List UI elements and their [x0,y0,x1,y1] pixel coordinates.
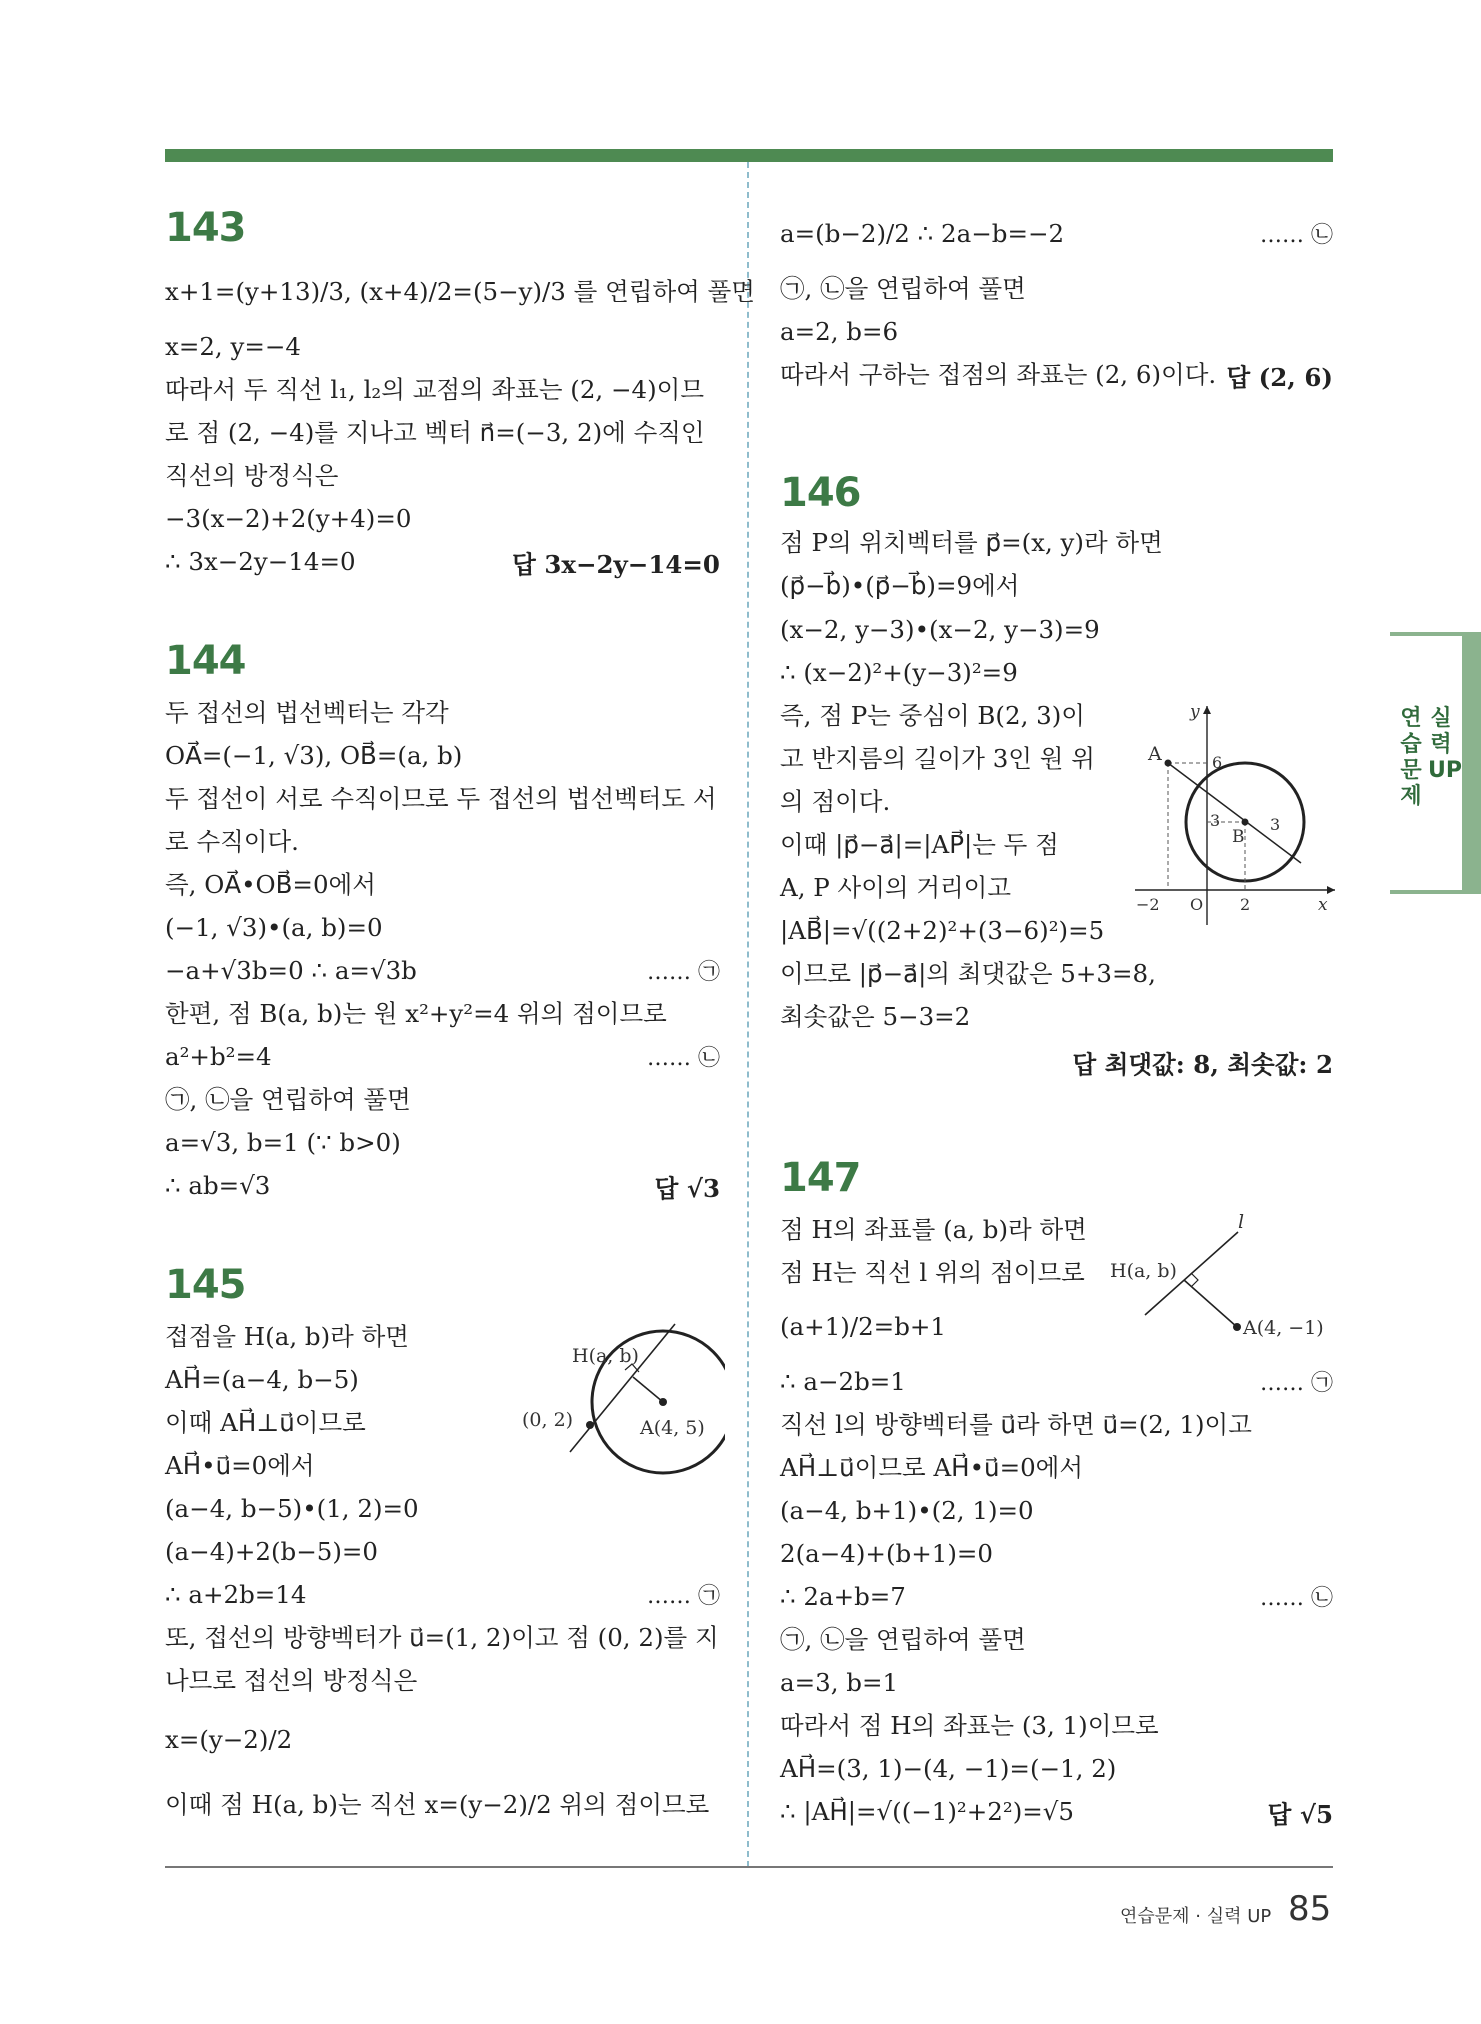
p145-line: (a−4, b−5)•(1, 2)=0 [165,1494,419,1523]
p145cont-mark: …… ㉡ [1260,223,1333,248]
p144-line: (−1, √3)•(a, b)=0 [165,913,383,942]
p143-line: ∴ 3x−2y−14=0 [165,547,356,576]
problem-number-143: 143 [165,205,246,251]
p147-line: ∴ |AH⃗|=√((−1)²+2²)=√5 [780,1797,1074,1826]
p147-figure [1110,1210,1335,1345]
p146-figure [1130,700,1340,930]
page-number: 85 [1288,1889,1332,1929]
side-tab-text-2: 실력UP [1428,706,1462,783]
p147-line: (a+1)/2=b+1 [780,1312,947,1341]
p146-line: 의 점이다. [780,787,891,816]
p145-label-a: A(4, 5) [640,1417,705,1439]
p146-line: (p⃗−b⃗)•(p⃗−b⃗)=9에서 [780,571,1020,600]
left-column [165,0,755,1866]
p147-line: AH⃗⊥u⃗이므로 AH⃗•u⃗=0에서 [780,1453,1084,1482]
problem-number-145: 145 [165,1262,246,1308]
p144-line: a=√3, b=1 (∵ b>0) [165,1128,401,1157]
p145cont-line: ㉠, ㉡을 연립하여 풀면 [780,274,1026,303]
bottom-rule [165,1866,1333,1868]
p144-line: OA⃗=(−1, √3), OB⃗=(a, b) [165,741,463,770]
p145-line: x=(y−2)/2 [165,1725,293,1754]
p147-line: AH⃗=(3, 1)−(4, −1)=(−1, 2) [780,1754,1117,1783]
p146-line: |AB⃗|=√((2+2)²+(3−6)²)=5 [780,916,1105,945]
p146-label-3-left: 3 [1210,811,1221,830]
footer-label: 연습문제 · 실력 UP [1120,1906,1272,1927]
p147-mark: …… ㉠ [1260,1371,1333,1396]
p147-line: 2(a−4)+(b+1)=0 [780,1539,993,1568]
p147-line: 따라서 점 H의 좌표는 (3, 1)이므로 [780,1711,1159,1740]
p145-mark: …… ㉠ [647,1584,720,1609]
p146-line: A, P 사이의 거리이고 [780,873,1011,902]
p146-label-2: 2 [1240,895,1251,914]
p146-point-b [1242,819,1249,826]
p147-line: ㉠, ㉡을 연립하여 풀면 [780,1625,1026,1654]
p146-label-b: B [1232,827,1245,847]
p147-perpendicular [1184,1280,1237,1327]
side-tab [1390,632,1481,894]
p145-point-02 [586,1421,594,1429]
p145-line: ∴ a+2b=14 [165,1580,307,1609]
p147-line: (a−4, b+1)•(2, 1)=0 [780,1496,1034,1525]
p144-line: 두 접선이 서로 수직이므로 두 접선의 법선벡터도 서 [165,784,717,813]
p146-label-3-radius: 3 [1270,815,1281,834]
p145-line: AH⃗=(a−4, b−5) [165,1365,359,1394]
p146-label-a: A [1148,743,1162,765]
p147-answer: 답 √5 [1267,1800,1333,1829]
p145-line: 접점을 H(a, b)라 하면 [165,1322,409,1351]
p146-line: 고 반지름의 길이가 3인 원 위 [780,744,1095,773]
p146-label-neg2: −2 [1136,895,1160,914]
p147-label-h: H(a, b) [1110,1260,1177,1282]
p143-line: 직선의 방정식은 [165,461,339,490]
p145cont-line: a=(b−2)/2 ∴ 2a−b=−2 [780,219,1065,248]
p145-line: AH⃗•u⃗=0에서 [165,1451,315,1480]
p147-mark: …… ㉡ [1260,1586,1333,1611]
p146-line: 최솟값은 5−3=2 [780,1002,971,1031]
p146-label-x: x [1318,895,1328,915]
p146-line: 점 P의 위치벡터를 p⃗=(x, y)라 하면 [780,528,1163,557]
side-tab-inner [1390,632,1462,894]
column-divider [747,162,749,1867]
p146-line: 이때 |p⃗−a⃗|=|AP⃗|는 두 점 [780,830,1059,859]
p145-line: 이때 AH⃗⊥u⃗이므로 [165,1408,366,1437]
p144-line: 로 수직이다. [165,827,299,856]
p145-label-02: (0, 2) [522,1409,574,1431]
side-tab-text-1: 연습문제 [1400,706,1422,809]
p144-line: −a+√3b=0 ∴ a=√3b [165,956,417,985]
problem-number-146: 146 [780,470,861,516]
p144-line: ∴ ab=√3 [165,1171,271,1200]
p147-point-a [1233,1323,1241,1331]
p146-label-y: y [1190,702,1200,722]
p143-answer: 답 3x−2y−14=0 [512,550,720,579]
p145-point-a [659,1398,667,1406]
p146-y-arrow [1203,706,1211,714]
p147-line: ∴ a−2b=1 [780,1367,906,1396]
p144-line: ㉠, ㉡을 연립하여 풀면 [165,1085,411,1114]
p145-line: 이때 점 H(a, b)는 직선 x=(y−2)/2 위의 점이므로 [165,1790,710,1819]
p146-point-a [1165,760,1172,767]
p145cont-answer: 답 (2, 6) [1226,363,1333,392]
p145-line: (a−4)+2(b−5)=0 [165,1537,378,1566]
p146-x-arrow [1327,886,1335,894]
p147-line: 점 H의 좌표를 (a, b)라 하면 [780,1215,1087,1244]
p146-label-6: 6 [1212,753,1223,772]
p145-figure [510,1312,725,1477]
right-column [780,0,1333,1866]
p143-line: 로 점 (2, −4)를 지나고 벡터 n⃗=(−3, 2)에 수직인 [165,418,705,447]
p146-answer: 답 최댓값: 8, 최솟값: 2 [1072,1050,1333,1079]
p147-line: 점 H는 직선 l 위의 점이므로 [780,1258,1085,1287]
p145cont-line: a=2, b=6 [780,317,899,346]
p147-label-a: A(4, −1) [1243,1317,1324,1339]
p144-line: a²+b²=4 [165,1042,272,1071]
p146-label-o: O [1190,895,1204,914]
p144-line: 두 접선의 법선벡터는 각각 [165,698,449,727]
p146-line: 이므로 |p⃗−a⃗|의 최댓값은 5+3=8, [780,959,1156,988]
p145-label-h: H(a, b) [572,1345,639,1367]
p146-line: 즉, 점 P는 중심이 B(2, 3)이 [780,701,1085,730]
p146-line: (x−2, y−3)•(x−2, y−3)=9 [780,615,1100,644]
p146-line: ∴ (x−2)²+(y−3)²=9 [780,658,1018,687]
problem-number-144: 144 [165,638,246,684]
p145cont-line: 따라서 구하는 접점의 좌표는 (2, 6)이다. [780,360,1217,389]
p144-line: 한편, 점 B(a, b)는 원 x²+y²=4 위의 점이므로 [165,999,667,1028]
p147-right-angle [1191,1273,1198,1287]
p143-line: x=2, y=−4 [165,332,301,361]
p143-line: x+1=(y+13)/3, (x+4)/2=(5−y)/3 를 연립하여 풀면 [165,277,755,306]
p147-line: a=3, b=1 [780,1668,899,1697]
p144-answer: 답 √3 [654,1174,720,1203]
p144-line: 즉, OA⃗•OB⃗=0에서 [165,870,376,899]
p144-mark: …… ㉡ [647,1046,720,1071]
problem-number-147: 147 [780,1155,861,1201]
p147-label-l: l [1238,1211,1245,1233]
p145-radius-line [633,1377,663,1402]
p147-line: ∴ 2a+b=7 [780,1582,906,1611]
p143-line: −3(x−2)+2(y+4)=0 [165,504,412,533]
p147-line: 직선 l의 방향벡터를 u⃗라 하면 u⃗=(2, 1)이고 [780,1410,1252,1439]
p143-line: 따라서 두 직선 l₁, l₂의 교점의 좌표는 (2, −4)이므 [165,375,705,404]
p144-mark: …… ㉠ [647,960,720,985]
p145-line: 나므로 접선의 방정식은 [165,1666,418,1695]
p145-line: 또, 접선의 방향벡터가 u⃗=(1, 2)이고 점 (0, 2)를 지 [165,1623,719,1652]
